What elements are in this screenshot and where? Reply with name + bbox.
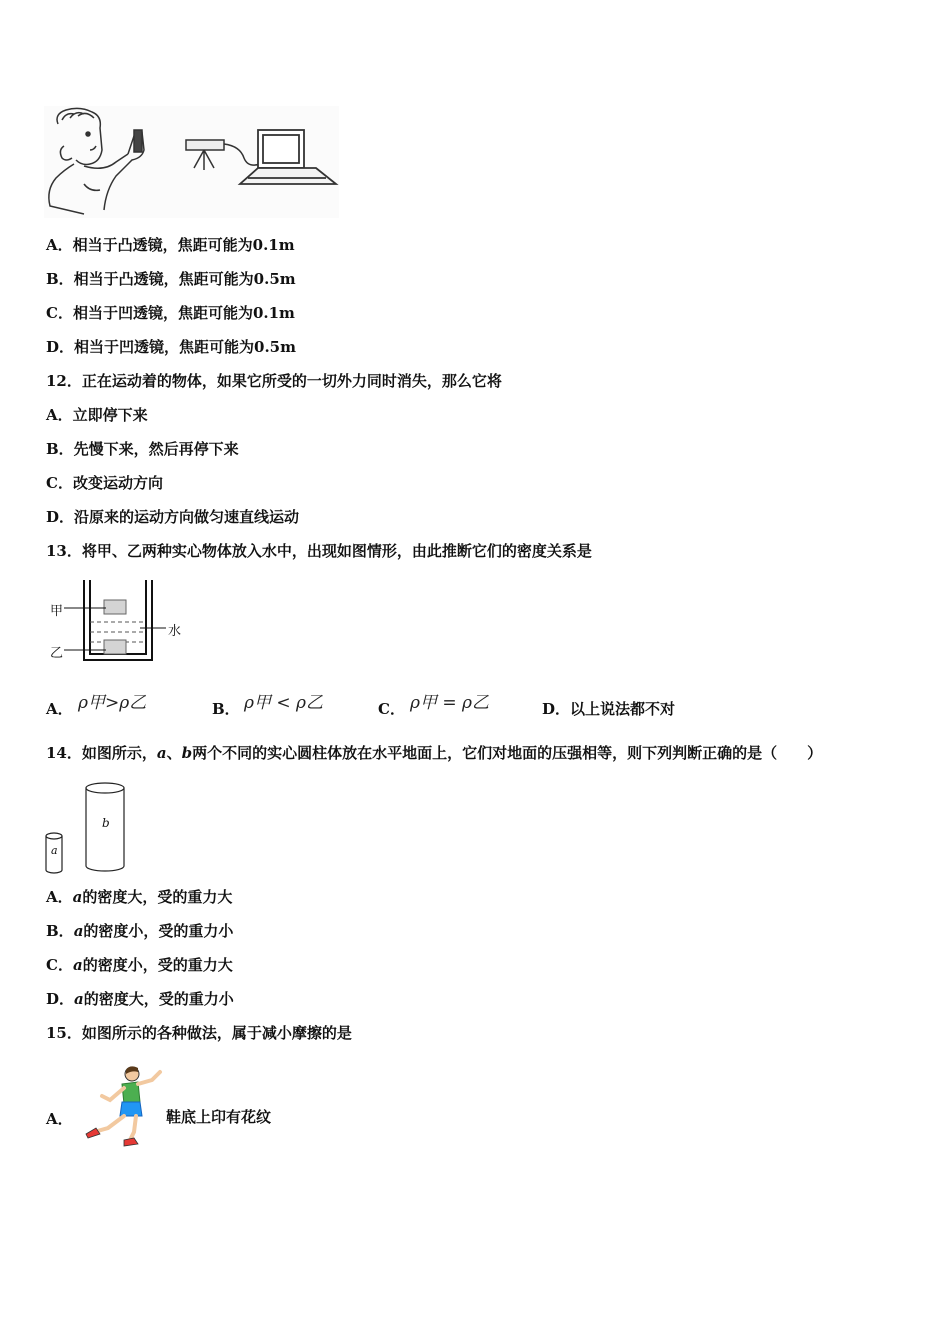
q12-stem: 12．正在运动着的物体，如果它所受的一切外力同时消失，那么它将 (46, 372, 502, 390)
q11-option-a[interactable]: A．相当于凸透镜，焦距可能为0.1m (46, 236, 295, 254)
object-jia (104, 600, 126, 614)
q14-option-c[interactable]: C．a的密度小，受的重力大 (46, 956, 233, 974)
q12-option-b[interactable]: B．先慢下来，然后再停下来 (46, 440, 239, 458)
runner-illustration (80, 1062, 168, 1150)
label-a: a (51, 844, 58, 857)
q13-figure (44, 576, 194, 668)
label-water: 水 (168, 624, 182, 639)
q13-option-d[interactable]: D．以上说法都不对 (542, 700, 676, 718)
q13-option-a-formula: ρ甲>ρ乙 (78, 693, 147, 713)
q11-option-d[interactable]: D．相当于凹透镜，焦距可能为0.5m (46, 338, 296, 356)
q11-figure (44, 106, 339, 218)
q11-option-c[interactable]: C．相当于凹透镜，焦距可能为0.1m (46, 304, 295, 322)
q13-option-c-label[interactable]: C． (378, 700, 405, 718)
q15-option-a-label[interactable]: A． (46, 1110, 73, 1128)
q12-option-a[interactable]: A．立即停下来 (46, 406, 148, 424)
q12-option-d[interactable]: D．沿原来的运动方向做匀速直线运动 (46, 508, 300, 526)
q12-option-c[interactable]: C．改变运动方向 (46, 474, 163, 492)
q14-stem: 14．如图所示，a、b两个不同的实心圆柱体放在水平地面上，它们对地面的压强相等，则下列判断正确的是（ ） (46, 744, 823, 762)
q11-option-b[interactable]: B．相当于凸透镜，焦距可能为0.5m (46, 270, 296, 288)
label-jia: 甲 (50, 604, 64, 619)
water-level-lines (90, 622, 146, 642)
q13-option-b-formula: ρ甲 < ρ乙 (244, 693, 324, 713)
q15-option-a-text: 鞋底上印有花纹 (166, 1108, 272, 1126)
object-yi (104, 640, 126, 654)
q14-option-b[interactable]: B．a的密度小，受的重力小 (46, 922, 234, 940)
q13-option-c-formula: ρ甲 = ρ乙 (410, 693, 490, 713)
q14-option-d[interactable]: D．a的密度大，受的重力小 (46, 990, 234, 1008)
q15-stem: 15．如图所示的各种做法，属于减小摩擦的是 (46, 1024, 352, 1042)
q13-option-b-label[interactable]: B． (212, 700, 240, 718)
q13-stem: 13．将甲、乙两种实心物体放入水中，出现如图情形，由此推断它们的密度关系是 (46, 542, 592, 560)
label-yi: 乙 (50, 646, 64, 661)
q14-figure (44, 774, 134, 878)
q14-option-a[interactable]: A．a的密度大，受的重力大 (46, 888, 233, 906)
label-b: b (102, 816, 110, 830)
q13-option-a-label[interactable]: A． (46, 700, 73, 718)
